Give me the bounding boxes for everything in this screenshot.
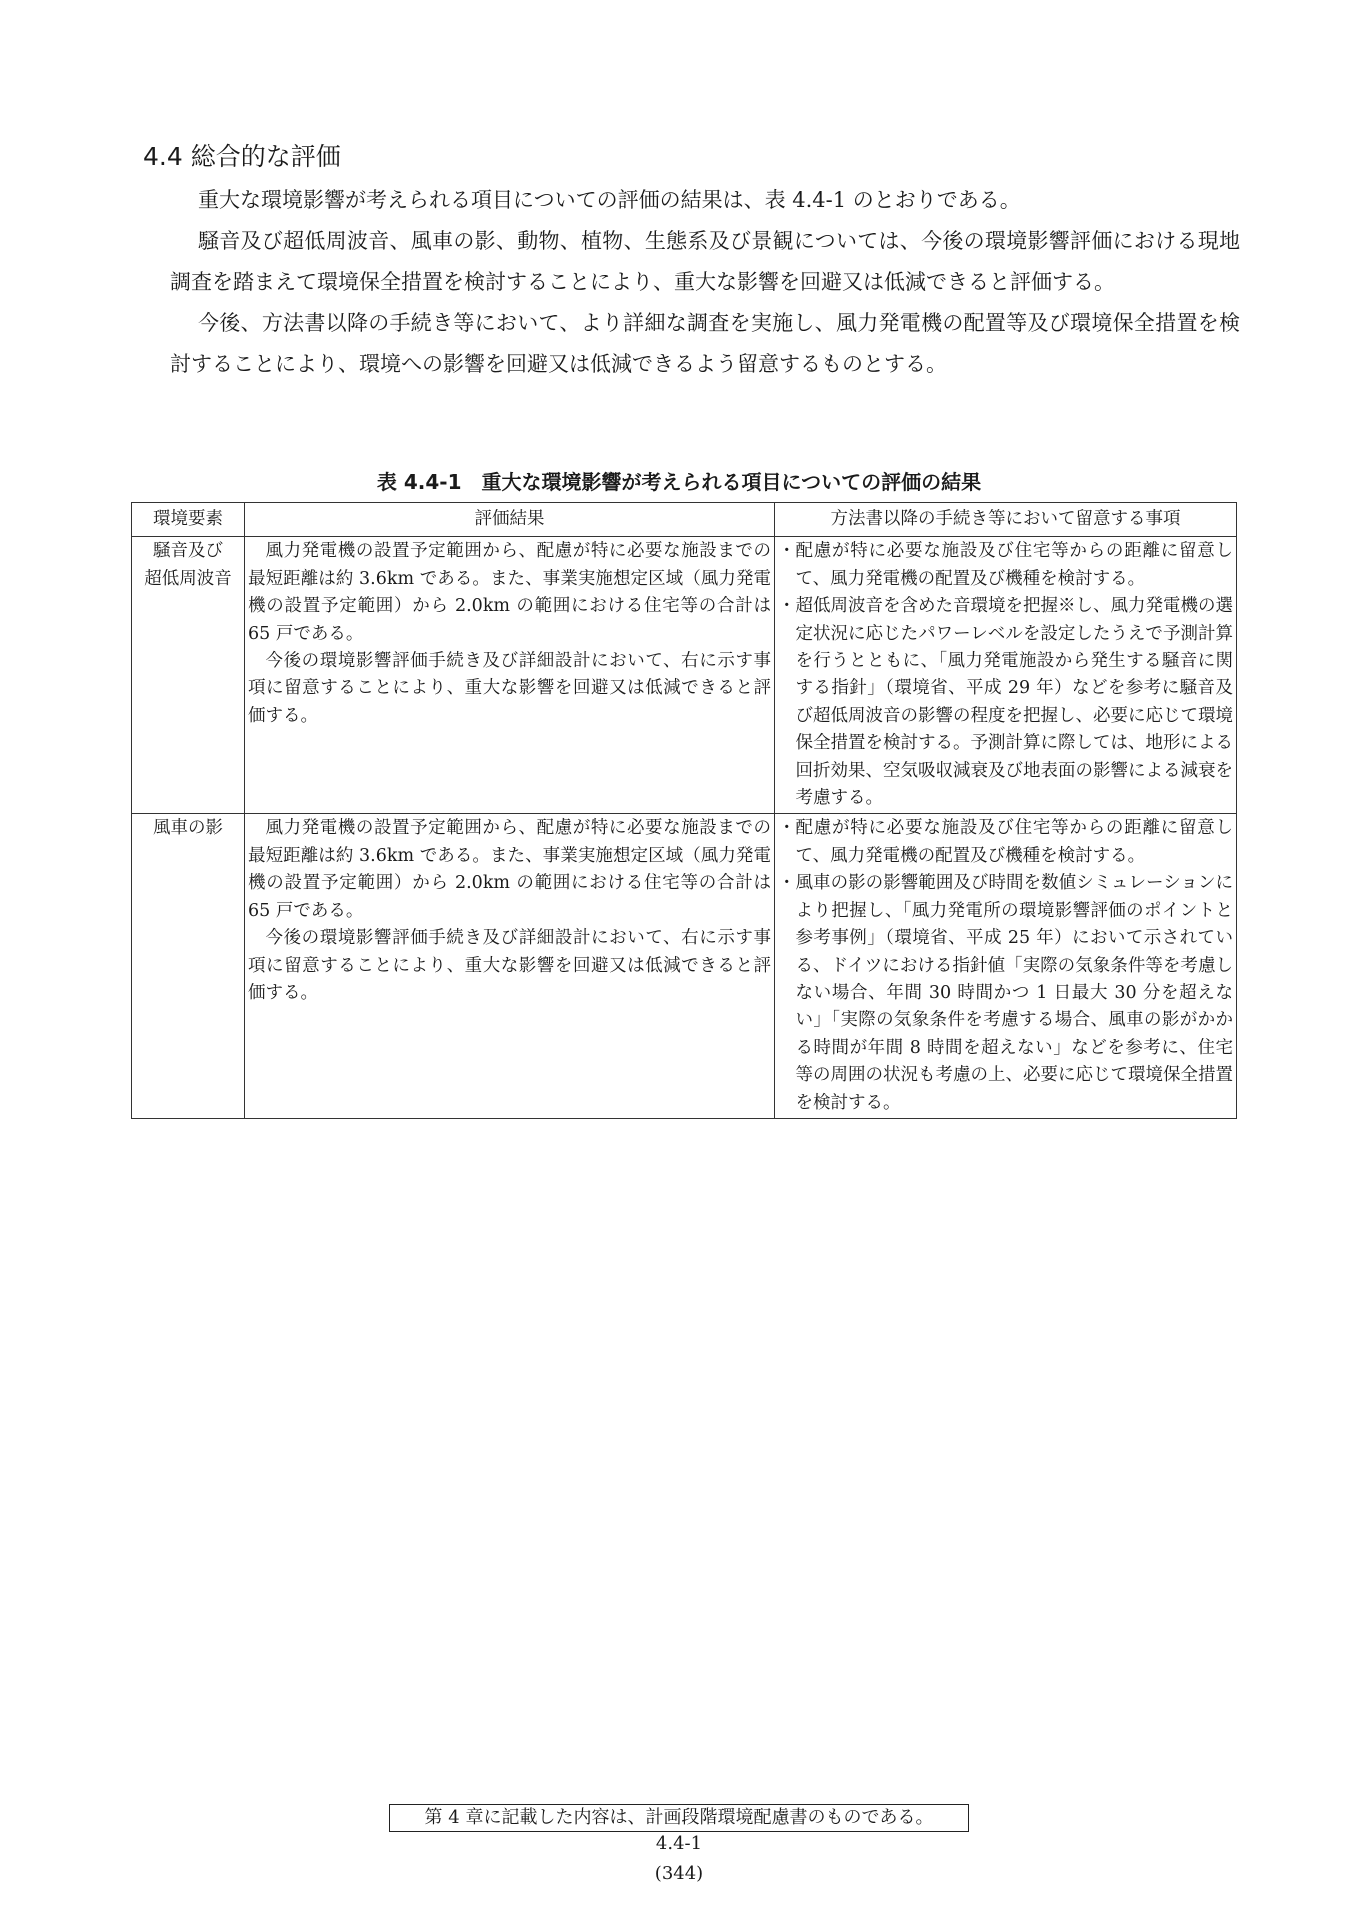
evaluation-paragraph: 今後の環境影響評価手続き及び詳細設計において、右に示す事項に留意することにより、重大な影響を回避又は低減できると評価する。 [248,651,771,726]
considerations-list [778,815,1233,1116]
header-considerations: 方法書以降の手続き等において留意する事項 [775,503,1237,537]
paragraph: 今後、方法書以降の手続き等において、より詳細な調査を実施し、風力発電機の配置等及び環境保全措置を検討することにより、環境への影響を回避又は低減できるよう留意するものとする。 [170,311,1240,376]
evaluation-paragraph: 今後の環境影響評価手続き及び詳細設計において、右に示す事項に留意することにより、重大な影響を回避又は低減できると評価する。 [248,928,771,1003]
evaluation-cell [245,537,775,814]
header-environment-element: 環境要素 [132,503,245,537]
paragraph: 騒音及び超低周波音、風車の影、動物、植物、生態系及び景観については、今後の環境影響評価における現地調査を踏まえて環境保全措置を検討することにより、重大な影響を回避又は低減できると評価する。 [170,229,1240,294]
environment-element-cell [132,537,245,814]
element-line: 騒音及び [153,541,223,562]
table-row [132,814,1237,1118]
table-row [132,537,1237,814]
chapter-note-box: 第 4 章に記載した内容は、計画段階環境配慮書のものである。 [389,1804,969,1832]
environment-element-cell [132,814,245,1118]
considerations-cell [775,537,1237,814]
element-line: 風車の影 [153,818,223,839]
header-evaluation-result: 評価結果 [245,503,775,537]
page-total-number: (344) [654,1863,704,1884]
evaluation-results-table [131,502,1237,1119]
table-caption: 表 4.4-1 重大な環境影響が考えられる項目についての評価の結果 [376,470,982,494]
evaluation-cell [245,814,775,1118]
element-line: 超低周波音 [144,568,232,589]
page-number: 4.4-1 [655,1833,703,1854]
section-title: 4.4 総合的な評価 [143,142,341,171]
table-header-row [132,503,1237,537]
consideration-item: ・ 風車の影の影響範囲及び時間を数値シミュレーションにより把握し、「風力発電所の環境影響評価のポイントと参考事例」（環境省、平成 25 年）において示されている、ドイツにおける指針値「実際の気象条件等を考慮しない場合、年間 30 時間かつ 1 日最大 30 分を超えない」「実際の気象条件を考慮する場合、風車の影がかかる時間が年間 8 時間を超えない」などを参考に、住宅等の周囲の状況も考慮の上、必要に応じて環境保全措置を検討する。 [778,870,1233,1117]
paragraph: 重大な環境影響が考えられる項目についての評価の結果は、表 4.4-1 のとおりである。 [198,188,1021,212]
section-body [170,180,1240,385]
considerations-cell [775,814,1237,1118]
considerations-list [778,538,1233,812]
evaluation-paragraph: 風力発電機の設置予定範囲から、配慮が特に必要な施設までの最短距離は約 3.6km である。また、事業実施想定区域（風力発電機の設置予定範囲）から 2.0km の範囲における住宅等の合計は 65 戸である。 [248,818,771,921]
consideration-item: ・ 配慮が特に必要な施設及び住宅等からの距離に留意して、風力発電機の配置及び機種を検討する。 [778,815,1233,870]
consideration-item: ・ 配慮が特に必要な施設及び住宅等からの距離に留意して、風力発電機の配置及び機種を検討する。 [778,538,1233,593]
evaluation-paragraph: 風力発電機の設置予定範囲から、配慮が特に必要な施設までの最短距離は約 3.6km である。また、事業実施想定区域（風力発電機の設置予定範囲）から 2.0km の範囲における住宅等の合計は 65 戸である。 [248,541,771,644]
consideration-item: ・ 超低周波音を含めた音環境を把握※し、風力発電機の選定状況に応じたパワーレベルを設定したうえで予測計算を行うとともに、「風力発電施設から発生する騒音に関する指針」（環境省、平成 29 年）などを参考に騒音及び超低周波音の影響の程度を把握し、必要に応じて環境保全措置を検討する。予測計算に際しては、地形による回折効果、空気吸収減衰及び地表面の影響による減衰を考慮する。 [778,593,1233,812]
